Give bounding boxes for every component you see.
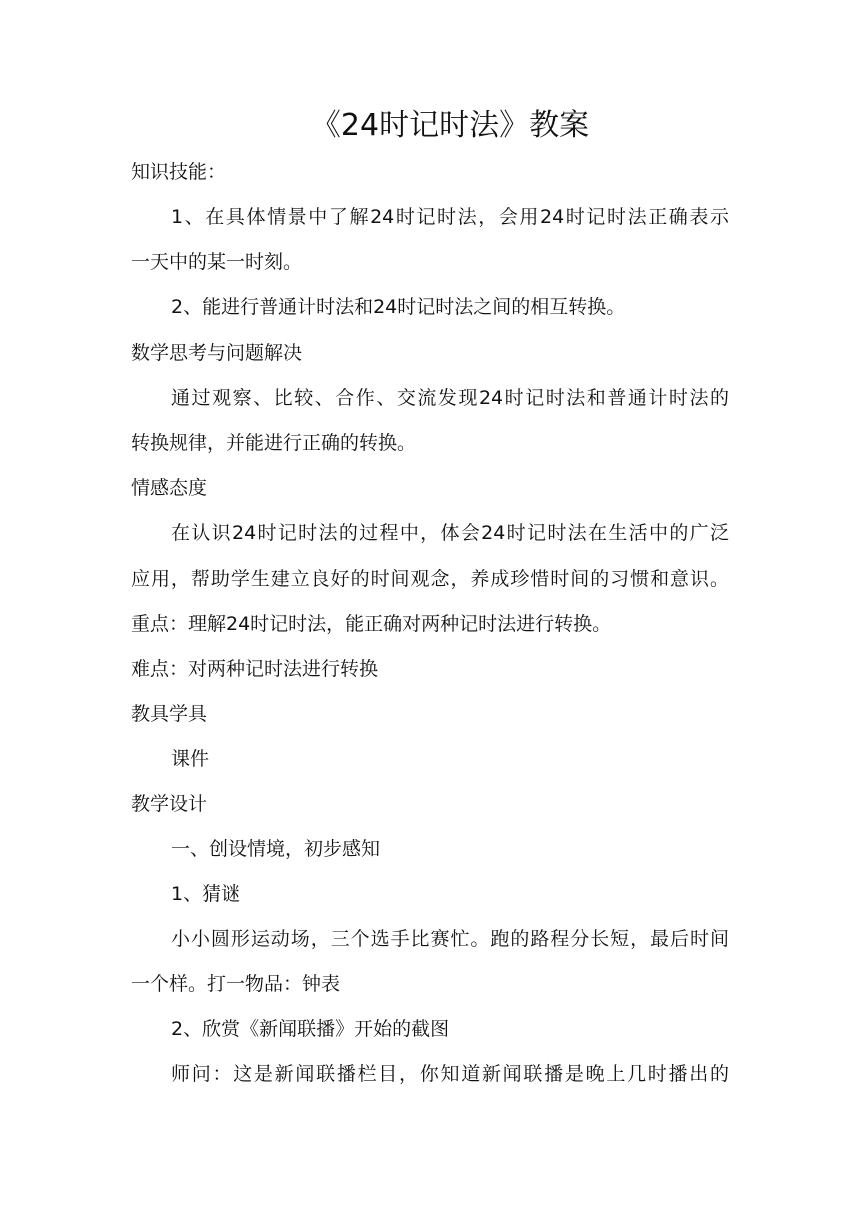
- section-heading-tools: 教具学具: [131, 703, 208, 725]
- paragraph-line: 师问：这是新闻联播栏目，你知道新闻联播是晚上几时播出的: [171, 1063, 729, 1085]
- paragraph-line: 一个样。打一物品：钟表: [131, 973, 341, 995]
- section-heading-thinking: 数学思考与问题解决: [131, 342, 303, 364]
- paragraph-line: 通过观察、比较、合作、交流发现24时记时法和普通计时法的: [171, 387, 729, 409]
- paragraph-line: 在认识24时记时法的过程中，体会24时记时法在生活中的广泛: [171, 522, 729, 544]
- key-point-line: 重点：理解24时记时法，能正确对两种记时法进行转换。: [131, 613, 612, 635]
- subheading-line: 2、欣赏《新闻联播》开始的截图: [171, 1018, 450, 1040]
- difficulty-line: 难点：对两种记时法进行转换: [131, 658, 379, 680]
- subheading-line: 一、创设情境，初步感知: [171, 838, 381, 860]
- paragraph-line: 应用，帮助学生建立良好的时间观念，养成珍惜时间的习惯和意识。: [131, 568, 729, 590]
- document-title: 《24时记时法》教案: [310, 108, 590, 143]
- paragraph-line: 一天中的某一时刻。: [131, 251, 303, 273]
- section-heading-attitude: 情感态度: [131, 477, 208, 499]
- paragraph-line: 1、在具体情景中了解24时记时法，会用24时记时法正确表示: [171, 206, 729, 228]
- paragraph-line: 2、能进行普通计时法和24时记时法之间的相互转换。: [171, 296, 626, 318]
- paragraph-line: 转换规律，并能进行正确的转换。: [131, 432, 417, 454]
- section-heading-knowledge: 知识技能：: [131, 161, 227, 183]
- paragraph-line: 小小圆形运动场，三个选手比赛忙。跑的路程分长短，最后时间: [171, 928, 729, 950]
- subheading-line: 1、猜谜: [171, 883, 241, 905]
- section-heading-design: 教学设计: [131, 793, 208, 815]
- paragraph-line: 课件: [171, 748, 210, 770]
